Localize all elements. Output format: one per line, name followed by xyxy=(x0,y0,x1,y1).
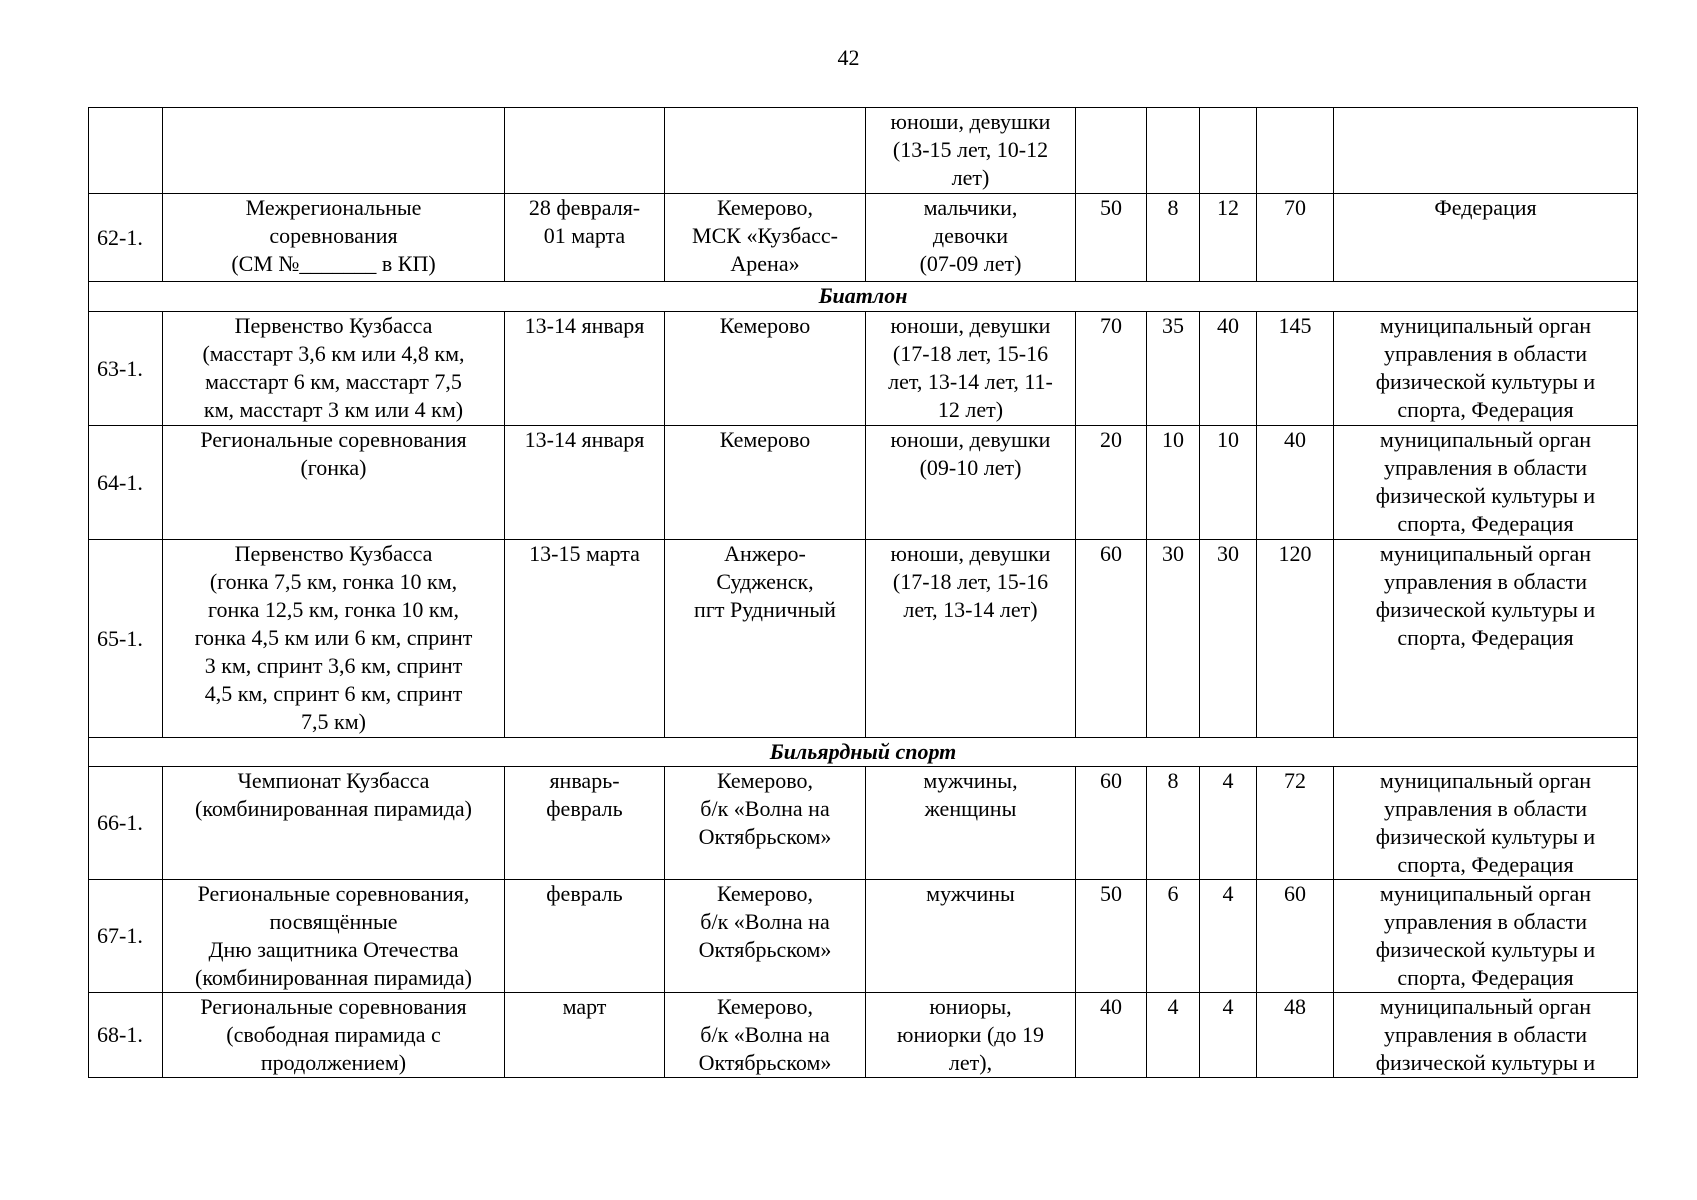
row-number-cell xyxy=(89,108,163,194)
count-judges-cell: 12 xyxy=(1200,194,1257,282)
events-table-body xyxy=(89,108,1638,1078)
row-number-cell: 62-1. xyxy=(89,194,163,282)
section-header-row xyxy=(89,282,1638,312)
event-place-cell: Кемерово xyxy=(665,426,866,540)
count-coaches-cell: 10 xyxy=(1147,426,1200,540)
count-coaches-cell: 35 xyxy=(1147,312,1200,426)
table-row xyxy=(89,540,1638,738)
count-athletes-cell: 60 xyxy=(1076,767,1147,880)
count-coaches-cell: 8 xyxy=(1147,767,1200,880)
count-athletes-cell xyxy=(1076,108,1147,194)
count-athletes-cell: 50 xyxy=(1076,880,1147,993)
event-dates-cell: 13-15 марта xyxy=(505,540,665,738)
table-row xyxy=(89,880,1638,993)
row-number-cell: 68-1. xyxy=(89,993,163,1078)
events-table xyxy=(88,107,1638,1078)
table-row xyxy=(89,312,1638,426)
count-judges-cell: 10 xyxy=(1200,426,1257,540)
count-athletes-cell: 50 xyxy=(1076,194,1147,282)
participants-cell: мужчины, женщины xyxy=(866,767,1076,880)
event-name-cell xyxy=(163,108,505,194)
event-place-cell: Анжеро- Судженск, пгт Рудничный xyxy=(665,540,866,738)
event-dates-cell: январь- февраль xyxy=(505,767,665,880)
count-total-cell: 60 xyxy=(1257,880,1334,993)
organizer-cell: муниципальный орган управления в области физической культуры и спорта, Федерация xyxy=(1334,426,1638,540)
count-judges-cell: 4 xyxy=(1200,880,1257,993)
count-athletes-cell: 70 xyxy=(1076,312,1147,426)
event-name-cell: Региональные соревнования, посвящённые Дню защитника Отечества (комбинированная пирамида) xyxy=(163,880,505,993)
participants-cell: юноши, девушки (17-18 лет, 15-16 лет, 13-14 лет, 11- 12 лет) xyxy=(866,312,1076,426)
event-name-cell: Чемпионат Кузбасса (комбинированная пирамида) xyxy=(163,767,505,880)
count-total-cell: 70 xyxy=(1257,194,1334,282)
section-title: Бильярдный спорт xyxy=(89,738,1638,767)
section-title: Биатлон xyxy=(89,282,1638,312)
row-number-cell: 63-1. xyxy=(89,312,163,426)
event-name-cell: Межрегиональные соревнования (СМ №_______ в КП) xyxy=(163,194,505,282)
organizer-cell: муниципальный орган управления в области физической культуры и спорта, Федерация xyxy=(1334,312,1638,426)
row-number-cell: 67-1. xyxy=(89,880,163,993)
count-total-cell: 145 xyxy=(1257,312,1334,426)
event-dates-cell: 13-14 января xyxy=(505,312,665,426)
event-place-cell xyxy=(665,108,866,194)
count-coaches-cell: 8 xyxy=(1147,194,1200,282)
event-name-cell: Первенство Кузбасса (гонка 7,5 км, гонка 10 км, гонка 12,5 км, гонка 10 км, гонка 4,5 км или 6 км, спринт 3 км, спринт 3,6 км, спринт 4,5 км, спринт 6 км, спринт 7,5 км) xyxy=(163,540,505,738)
event-dates-cell xyxy=(505,108,665,194)
count-judges-cell xyxy=(1200,108,1257,194)
event-name-cell: Региональные соревнования (гонка) xyxy=(163,426,505,540)
organizer-cell: Федерация xyxy=(1334,194,1638,282)
participants-cell: мальчики, девочки (07-09 лет) xyxy=(866,194,1076,282)
row-number-cell: 65-1. xyxy=(89,540,163,738)
count-total-cell: 72 xyxy=(1257,767,1334,880)
event-place-cell: Кемерово xyxy=(665,312,866,426)
page-number: 42 xyxy=(837,45,860,70)
event-place-cell: Кемерово, МСК «Кузбасс- Арена» xyxy=(665,194,866,282)
count-athletes-cell: 40 xyxy=(1076,993,1147,1078)
participants-cell: юноши, девушки (13-15 лет, 10-12 лет) xyxy=(866,108,1076,194)
row-number-cell: 66-1. xyxy=(89,767,163,880)
event-place-cell: Кемерово, б/к «Волна на Октябрьском» xyxy=(665,880,866,993)
count-total-cell: 120 xyxy=(1257,540,1334,738)
organizer-cell: муниципальный орган управления в области физической культуры и спорта, Федерация xyxy=(1334,880,1638,993)
participants-cell: юниоры, юниорки (до 19 лет), xyxy=(866,993,1076,1078)
participants-cell: мужчины xyxy=(866,880,1076,993)
event-name-cell: Региональные соревнования (свободная пирамида с продолжением) xyxy=(163,993,505,1078)
event-place-cell: Кемерово, б/к «Волна на Октябрьском» xyxy=(665,993,866,1078)
organizer-cell: муниципальный орган управления в области физической культуры и xyxy=(1334,993,1638,1078)
organizer-cell: муниципальный орган управления в области физической культуры и спорта, Федерация xyxy=(1334,540,1638,738)
event-dates-cell: 28 февраля- 01 марта xyxy=(505,194,665,282)
count-athletes-cell: 60 xyxy=(1076,540,1147,738)
participants-cell: юноши, девушки (09-10 лет) xyxy=(866,426,1076,540)
count-coaches-cell: 4 xyxy=(1147,993,1200,1078)
organizer-cell xyxy=(1334,108,1638,194)
event-name-cell: Первенство Кузбасса (масстарт 3,6 км или 4,8 км, масстарт 6 км, масстарт 7,5 км, масстарт 3 км или 4 км) xyxy=(163,312,505,426)
table-row xyxy=(89,108,1638,194)
count-total-cell xyxy=(1257,108,1334,194)
count-total-cell: 48 xyxy=(1257,993,1334,1078)
organizer-cell: муниципальный орган управления в области физической культуры и спорта, Федерация xyxy=(1334,767,1638,880)
section-header-row xyxy=(89,738,1638,767)
row-number-cell: 64-1. xyxy=(89,426,163,540)
table-row xyxy=(89,194,1638,282)
participants-cell: юноши, девушки (17-18 лет, 15-16 лет, 13-14 лет) xyxy=(866,540,1076,738)
count-coaches-cell: 30 xyxy=(1147,540,1200,738)
table-row xyxy=(89,993,1638,1078)
count-total-cell: 40 xyxy=(1257,426,1334,540)
table-row xyxy=(89,426,1638,540)
event-dates-cell: февраль xyxy=(505,880,665,993)
count-athletes-cell: 20 xyxy=(1076,426,1147,540)
count-judges-cell: 4 xyxy=(1200,993,1257,1078)
event-dates-cell: 13-14 января xyxy=(505,426,665,540)
table-row xyxy=(89,767,1638,880)
count-judges-cell: 40 xyxy=(1200,312,1257,426)
count-coaches-cell: 6 xyxy=(1147,880,1200,993)
count-judges-cell: 4 xyxy=(1200,767,1257,880)
event-dates-cell: март xyxy=(505,993,665,1078)
event-place-cell: Кемерово, б/к «Волна на Октябрьском» xyxy=(665,767,866,880)
count-judges-cell: 30 xyxy=(1200,540,1257,738)
count-coaches-cell xyxy=(1147,108,1200,194)
